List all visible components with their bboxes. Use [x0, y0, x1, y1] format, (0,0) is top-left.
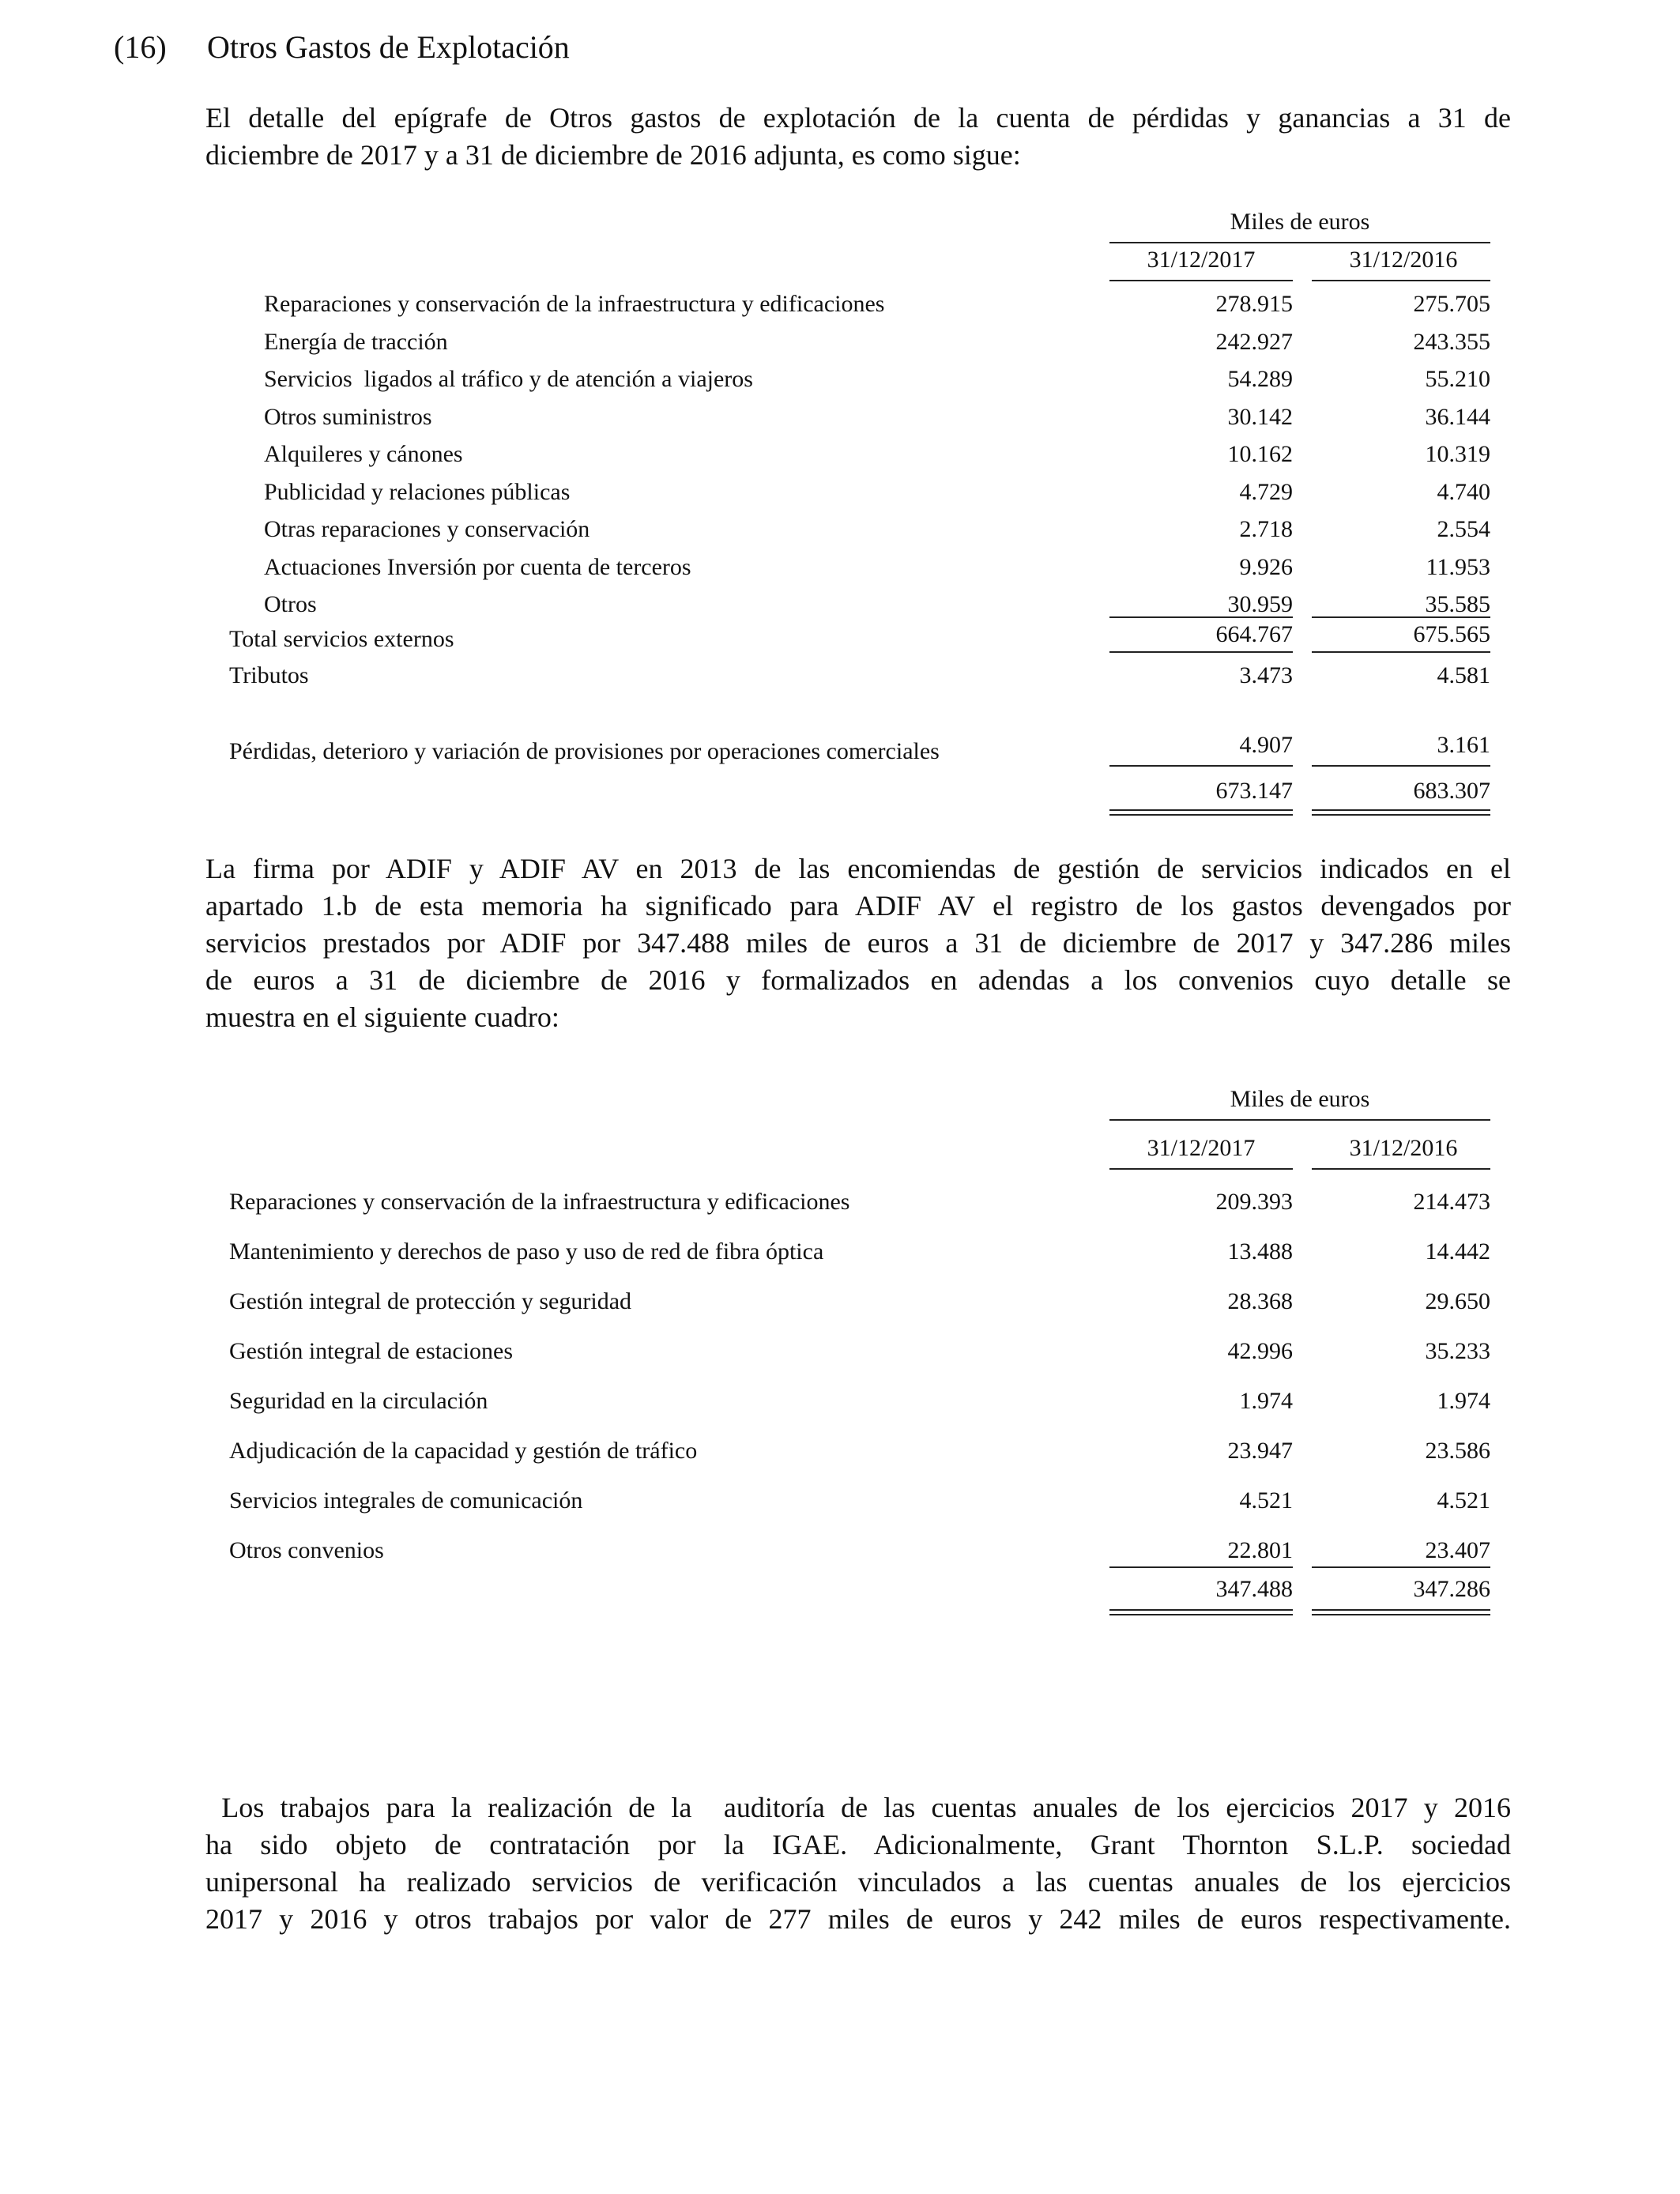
value-2017: 9.926 [1239, 553, 1293, 580]
paragraph-line: Los trabajos para la realización de la auditoría de las cuentas anuales de los ejercicios 2017 y 2016 [205, 1792, 1511, 1823]
row-label: Reparaciones y conservación de la infraestructura y edificaciones [229, 1189, 850, 1215]
paragraph-line: unipersonal ha realizado servicios de verificación vinculados a las cuentas anuales de los ejercicios [205, 1866, 1511, 1898]
intro-line: El detalle del epígrafe de Otros gastos de explotación de la cuenta de pérdidas y ganancias a 31 de [205, 102, 1511, 134]
value-2017: 54.289 [1227, 366, 1293, 392]
table-row-total [0, 1576, 1680, 1608]
value-2016: 35.585 [1425, 591, 1490, 617]
value-2017: 3.473 [1239, 662, 1293, 688]
total-top-rule [1109, 1566, 1293, 1568]
header-rule [1109, 1119, 1490, 1121]
value-2017: 1.974 [1239, 1388, 1293, 1414]
value-2016: 14.442 [1425, 1238, 1490, 1265]
total-2017: 673.147 [1215, 778, 1293, 804]
row-label: Reparaciones y conservación de la infraestructura y edificaciones [264, 291, 885, 317]
value-2016: 4.581 [1437, 662, 1490, 688]
row-label: Servicios integrales de comunicación [229, 1487, 583, 1514]
value-2017: 10.162 [1227, 441, 1293, 467]
table-unit-header: Miles de euros [1230, 1086, 1370, 1112]
total-2016: 683.307 [1413, 778, 1490, 804]
value-2016: 35.233 [1425, 1338, 1490, 1364]
table-row [0, 1537, 1680, 1569]
value-2017: 22.801 [1227, 1537, 1293, 1563]
value-2016: 29.650 [1425, 1288, 1490, 1314]
row-label: Otros suministros [264, 403, 432, 430]
paragraph-line: apartado 1.b de esta memoria ha significado para ADIF AV el registro de los gastos devengados por [205, 890, 1511, 922]
value-2016: 214.473 [1413, 1189, 1490, 1215]
row-label: Seguridad en la circulación [229, 1388, 488, 1414]
value-2017: 4.907 [1239, 732, 1293, 758]
row-label: Mantenimiento y derechos de paso y uso de red de fibra óptica [229, 1238, 824, 1265]
total-2016: 347.286 [1413, 1576, 1490, 1602]
value-2016: 675.565 [1413, 621, 1490, 647]
column-header-2017: 31/12/2017 [1147, 1135, 1256, 1161]
table-unit-header: Miles de euros [1230, 209, 1370, 235]
value-2016: 1.974 [1437, 1388, 1490, 1414]
value-2016: 23.407 [1425, 1537, 1490, 1563]
value-2017: 209.393 [1215, 1189, 1293, 1215]
paragraph-line: 2017 y 2016 y otros trabajos por valor de 277 miles de euros y 242 miles de euros respectivamente. [205, 1903, 1511, 1935]
total-top-rule [1312, 1566, 1490, 1568]
value-2016: 11.953 [1426, 553, 1490, 580]
value-2017: 4.729 [1239, 478, 1293, 505]
table-row [0, 1338, 1680, 1370]
value-2016: 4.521 [1437, 1487, 1490, 1514]
paragraph-line: servicios prestados por ADIF por 347.488 miles de euros a 31 de diciembre de 2017 y 347.286 miles [205, 927, 1511, 959]
row-label: Gestión integral de protección y seguridad [229, 1288, 632, 1314]
value-2017: 42.996 [1227, 1338, 1293, 1364]
row-label: Alquileres y cánones [264, 441, 463, 467]
value-2017: 13.488 [1227, 1238, 1293, 1265]
column-header-2016: 31/12/2016 [1349, 1135, 1458, 1161]
value-2016: 4.740 [1437, 478, 1490, 505]
value-2017: 278.915 [1215, 291, 1293, 317]
value-2017: 664.767 [1215, 621, 1293, 647]
value-2017: 4.521 [1239, 1487, 1293, 1514]
paragraph-line: muestra en el siguiente cuadro: [205, 1001, 559, 1033]
row-label: Actuaciones Inversión por cuenta de terceros [264, 553, 691, 580]
row-label: Publicidad y relaciones públicas [264, 478, 571, 505]
table-row [0, 1189, 1680, 1220]
total-2017: 347.488 [1215, 1576, 1293, 1602]
total-double-rule [1109, 1609, 1293, 1615]
value-2017: 23.947 [1227, 1438, 1293, 1464]
paragraph-line: La firma por ADIF y ADIF AV en 2013 de las encomiendas de gestión de servicios indicados en el [205, 853, 1511, 884]
intro-line: diciembre de 2017 y a 31 de diciembre de 2016 adjunta, es como sigue: [205, 139, 1021, 171]
row-label: Otros [264, 591, 317, 617]
row-label: Pérdidas, deterioro y variación de provisiones por operaciones comerciales [229, 738, 940, 764]
row-label: Energía de tracción [264, 328, 448, 355]
value-2017: 28.368 [1227, 1288, 1293, 1314]
section-title: Otros Gastos de Explotación [207, 29, 570, 65]
row-label: Gestión integral de estaciones [229, 1338, 514, 1364]
value-2016: 3.161 [1437, 732, 1490, 758]
table-row [0, 1388, 1680, 1419]
table-row [0, 1438, 1680, 1469]
value-2016: 55.210 [1425, 366, 1490, 392]
value-2016: 243.355 [1413, 328, 1490, 355]
value-2017: 242.927 [1215, 328, 1293, 355]
value-2016: 275.705 [1413, 291, 1490, 317]
value-2017: 30.142 [1227, 403, 1293, 430]
final-paragraph [205, 1789, 1511, 1938]
row-label: Total servicios externos [229, 626, 454, 652]
table-row [0, 1238, 1680, 1270]
table-row [0, 1288, 1680, 1320]
total-double-rule [1312, 1609, 1490, 1615]
value-2017: 30.959 [1227, 591, 1293, 617]
row-label: Adjudicación de la capacidad y gestión de tráfico [229, 1438, 698, 1464]
value-2016: 36.144 [1425, 403, 1490, 430]
value-2016: 2.554 [1437, 516, 1490, 542]
row-label: Tributos [229, 662, 309, 688]
row-label: Servicios ligados al tráfico y de atención a viajeros [264, 366, 753, 392]
paragraph-line: ha sido objeto de contratación por la IGAE. Adicionalmente, Grant Thornton S.L.P. sociedad [205, 1829, 1511, 1860]
column-header-2016: 31/12/2016 [1349, 247, 1458, 273]
value-2016: 23.586 [1425, 1438, 1490, 1464]
section-number: (16) [114, 29, 167, 65]
table-row [0, 1487, 1680, 1519]
column-header-2017: 31/12/2017 [1147, 247, 1256, 273]
row-label: Otros convenios [229, 1537, 384, 1563]
column-rule [1312, 1168, 1490, 1170]
row-label: Otras reparaciones y conservación [264, 516, 590, 542]
value-2016: 10.319 [1425, 441, 1490, 467]
paragraph-line: de euros a 31 de diciembre de 2016 y formalizados en adendas a los convenios cuyo detalle se [205, 964, 1511, 996]
value-2017: 2.718 [1239, 516, 1293, 542]
column-rule [1109, 1168, 1293, 1170]
